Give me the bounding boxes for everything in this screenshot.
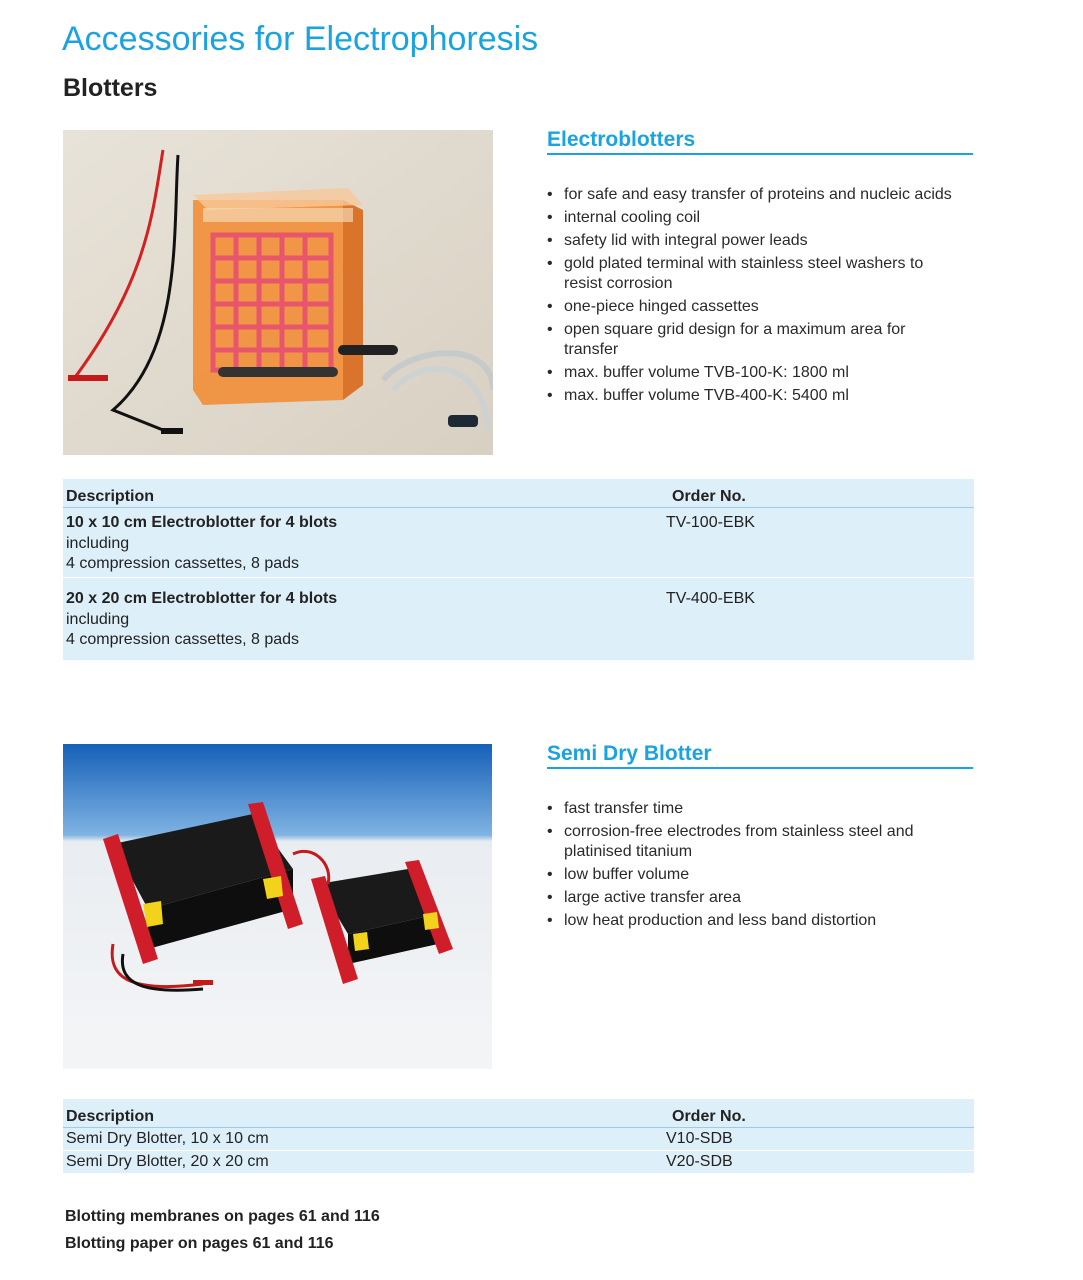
description-header: Description — [66, 488, 155, 505]
feature-item: • safety lid with integral power leads — [547, 231, 957, 251]
feature-item: • low buffer volume — [547, 865, 957, 885]
electroblotters-order-table — [63, 479, 974, 660]
description-header: Description — [66, 1108, 155, 1125]
product-contents: 4 compression cassettes, 8 pads — [66, 631, 300, 648]
product-contents: 4 compression cassettes, 8 pads — [66, 555, 300, 572]
electroblotters-heading: Electroblotters — [547, 128, 973, 155]
order-number: V10-SDB — [666, 1130, 733, 1147]
product-name: Semi Dry Blotter, 10 x 10 cm — [66, 1130, 269, 1147]
table-header — [63, 479, 974, 508]
feature-item: • low heat production and less band distortion — [547, 911, 957, 931]
feature-item: • gold plated terminal with stainless steel washers to resist corrosion — [547, 254, 957, 294]
semi-dry-blotter-photo — [63, 744, 492, 1069]
table-header — [63, 1099, 974, 1128]
order-no-header: Order No. — [672, 1108, 746, 1125]
feature-item: • internal cooling coil — [547, 208, 957, 228]
electroblotters-feature-list — [547, 185, 957, 409]
feature-item: • fast transfer time — [547, 799, 957, 819]
section-title: Blotters — [63, 74, 158, 102]
order-number: TV-400-EBK — [666, 590, 755, 607]
feature-item: • open square grid design for a maximum area for transfer — [547, 320, 957, 360]
table-row — [63, 1151, 974, 1173]
table-row — [63, 578, 974, 660]
feature-item: • for safe and easy transfer of proteins and nucleic acids — [547, 185, 957, 205]
paper-reference: Blotting paper on pages 61 and 116 — [65, 1235, 334, 1252]
product-name: 10 x 10 cm Electroblotter for 4 blots — [66, 514, 338, 531]
product-name: 20 x 20 cm Electroblotter for 4 blots — [66, 590, 338, 607]
page-title: Accessories for Electrophoresis — [62, 20, 539, 58]
product-includes: including — [66, 611, 130, 628]
product-includes: including — [66, 535, 130, 552]
semi-dry-blotter-heading: Semi Dry Blotter — [547, 742, 973, 769]
semi-dry-order-table — [63, 1099, 974, 1173]
electroblotter-photo — [63, 130, 493, 455]
feature-item: • corrosion-free electrodes from stainless steel and platinised titanium — [547, 822, 957, 862]
semi-dry-feature-list — [547, 799, 957, 934]
table-row — [63, 508, 974, 578]
membranes-reference: Blotting membranes on pages 61 and 116 — [65, 1208, 380, 1225]
feature-item: • one-piece hinged cassettes — [547, 297, 957, 317]
feature-item: • large active transfer area — [547, 888, 957, 908]
feature-item: • max. buffer volume TVB-400-K: 5400 ml — [547, 386, 957, 406]
table-row — [63, 1128, 974, 1151]
feature-item: • max. buffer volume TVB-100-K: 1800 ml — [547, 363, 957, 383]
order-no-header: Order No. — [672, 488, 746, 505]
product-name: Semi Dry Blotter, 20 x 20 cm — [66, 1153, 269, 1170]
order-number: V20-SDB — [666, 1153, 733, 1170]
order-number: TV-100-EBK — [666, 514, 755, 531]
